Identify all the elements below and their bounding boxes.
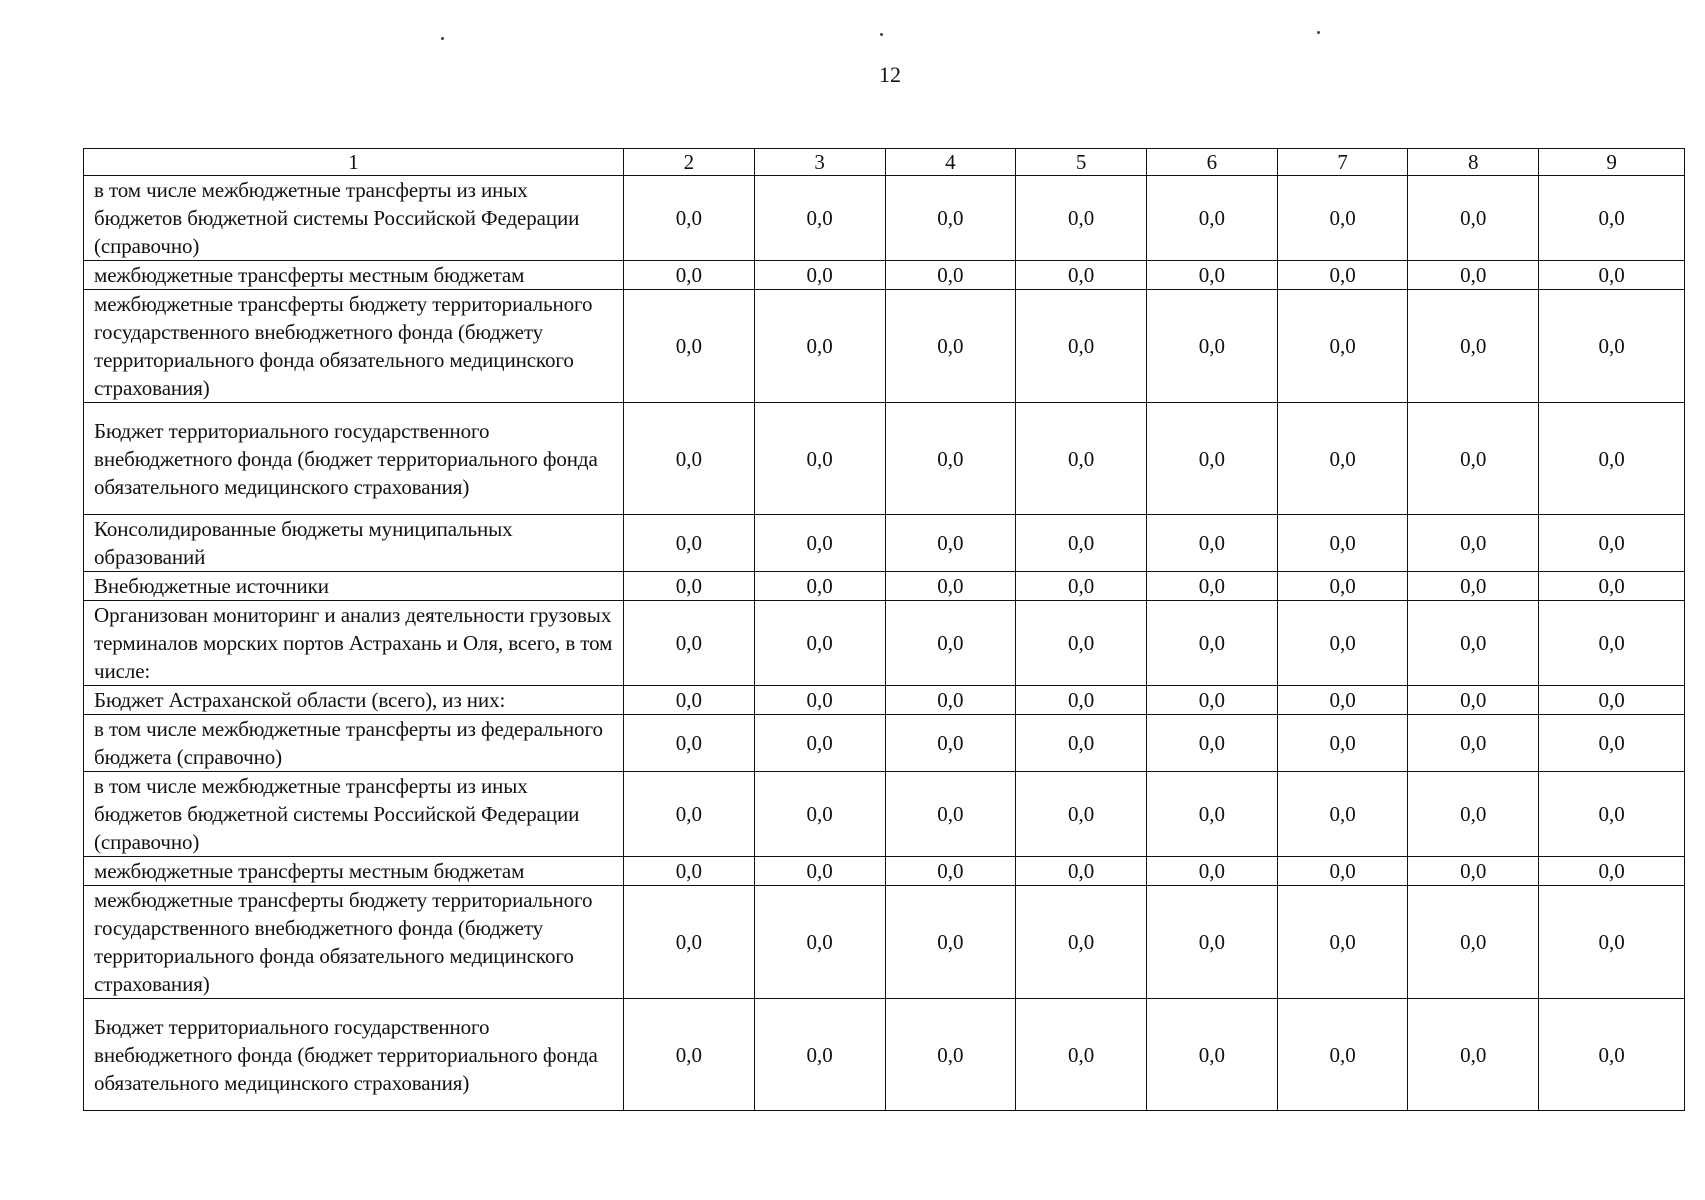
row-label: в том числе межбюджетные трансферты из иных бюджетов бюджетной системы Российской Федерации (справочно) — [84, 772, 624, 857]
table-cell: 0,0 — [754, 176, 885, 261]
table-cell: 0,0 — [624, 772, 755, 857]
table-cell: 0,0 — [1146, 403, 1277, 515]
table-cell: 0,0 — [1277, 515, 1408, 572]
table-cell: 0,0 — [1016, 686, 1147, 715]
table-cell: 0,0 — [754, 772, 885, 857]
table-cell: 0,0 — [754, 999, 885, 1111]
row-label: Бюджет Астраханской области (всего), из них: — [84, 686, 624, 715]
table-cell: 0,0 — [1408, 290, 1539, 403]
table-cell: 0,0 — [1016, 290, 1147, 403]
table-cell: 0,0 — [1146, 857, 1277, 886]
table-cell: 0,0 — [754, 686, 885, 715]
table-cell: 0,0 — [754, 290, 885, 403]
table-cell: 0,0 — [1277, 886, 1408, 999]
table-cell: 0,0 — [885, 715, 1016, 772]
table-cell: 0,0 — [624, 176, 755, 261]
column-header: 7 — [1277, 149, 1408, 176]
table-cell: 0,0 — [1146, 176, 1277, 261]
table-cell: 0,0 — [1016, 772, 1147, 857]
table-row — [84, 403, 1685, 515]
table-cell: 0,0 — [1016, 715, 1147, 772]
row-label: Организован мониторинг и анализ деятельности грузовых терминалов морских портов Астрахань и Оля, всего, в том числе: — [84, 601, 624, 686]
header-row — [84, 149, 1685, 176]
table-row — [84, 601, 1685, 686]
table-cell: 0,0 — [1408, 686, 1539, 715]
table-cell: 0,0 — [1539, 403, 1685, 515]
table-cell: 0,0 — [1146, 572, 1277, 601]
table-cell: 0,0 — [1146, 601, 1277, 686]
table-cell: 0,0 — [1277, 772, 1408, 857]
table-cell: 0,0 — [754, 886, 885, 999]
table-row — [84, 572, 1685, 601]
column-header: 5 — [1016, 149, 1147, 176]
table-cell: 0,0 — [1146, 715, 1277, 772]
table-cell: 0,0 — [1539, 261, 1685, 290]
table-cell: 0,0 — [1408, 261, 1539, 290]
table-cell: 0,0 — [1146, 686, 1277, 715]
table-cell: 0,0 — [1016, 601, 1147, 686]
table-cell: 0,0 — [1277, 857, 1408, 886]
table-cell: 0,0 — [624, 999, 755, 1111]
table-cell: 0,0 — [1539, 515, 1685, 572]
table-cell: 0,0 — [624, 572, 755, 601]
table-cell: 0,0 — [1539, 572, 1685, 601]
table-cell: 0,0 — [624, 886, 755, 999]
table-cell: 0,0 — [1277, 176, 1408, 261]
table-row — [84, 999, 1685, 1111]
budget-table — [83, 148, 1685, 1111]
table-cell: 0,0 — [1408, 715, 1539, 772]
table-cell: 0,0 — [624, 261, 755, 290]
table-cell: 0,0 — [1016, 261, 1147, 290]
table-cell: 0,0 — [1277, 572, 1408, 601]
table-cell: 0,0 — [885, 886, 1016, 999]
table-cell: 0,0 — [1016, 572, 1147, 601]
table-cell: 0,0 — [1146, 515, 1277, 572]
table-cell: 0,0 — [754, 515, 885, 572]
table-cell: 0,0 — [1016, 176, 1147, 261]
table-cell: 0,0 — [1277, 999, 1408, 1111]
row-label: в том числе межбюджетные трансферты из иных бюджетов бюджетной системы Российской Федерации (справочно) — [84, 176, 624, 261]
row-label: Бюджет территориального государственного внебюджетного фонда (бюджет территориального фонда обязательного медицинского страхования) — [84, 999, 624, 1111]
table-header — [84, 149, 1685, 176]
table-cell: 0,0 — [885, 261, 1016, 290]
table-cell: 0,0 — [885, 572, 1016, 601]
table-cell: 0,0 — [624, 290, 755, 403]
table-row — [84, 261, 1685, 290]
table-cell: 0,0 — [885, 686, 1016, 715]
row-label: Бюджет территориального государственного внебюджетного фонда (бюджет территориального фонда обязательного медицинского страхования) — [84, 403, 624, 515]
column-header: 9 — [1539, 149, 1685, 176]
table-cell: 0,0 — [1146, 772, 1277, 857]
table-cell: 0,0 — [1408, 999, 1539, 1111]
table-row — [84, 176, 1685, 261]
scan-speck — [880, 33, 883, 36]
table-cell: 0,0 — [1146, 290, 1277, 403]
row-label: межбюджетные трансферты местным бюджетам — [84, 261, 624, 290]
table-cell: 0,0 — [624, 601, 755, 686]
table-cell: 0,0 — [624, 686, 755, 715]
table-cell: 0,0 — [1408, 886, 1539, 999]
table-cell: 0,0 — [1539, 686, 1685, 715]
table-cell: 0,0 — [754, 715, 885, 772]
table-cell: 0,0 — [1539, 772, 1685, 857]
table-cell: 0,0 — [1016, 886, 1147, 999]
table-cell: 0,0 — [1539, 176, 1685, 261]
table-cell: 0,0 — [885, 999, 1016, 1111]
row-label: Внебюджетные источники — [84, 572, 624, 601]
table-cell: 0,0 — [624, 515, 755, 572]
table-cell: 0,0 — [1408, 176, 1539, 261]
table-row — [84, 772, 1685, 857]
table-cell: 0,0 — [1408, 857, 1539, 886]
page-number: 12 — [879, 62, 901, 87]
table-cell: 0,0 — [1277, 686, 1408, 715]
table-row — [84, 290, 1685, 403]
table-cell: 0,0 — [1277, 403, 1408, 515]
column-header: 2 — [624, 149, 755, 176]
table-cell: 0,0 — [1408, 601, 1539, 686]
table-cell: 0,0 — [885, 601, 1016, 686]
column-header: 1 — [84, 149, 624, 176]
row-label: Консолидированные бюджеты муниципальных образований — [84, 515, 624, 572]
table-cell: 0,0 — [1016, 857, 1147, 886]
table-cell: 0,0 — [1016, 515, 1147, 572]
table-cell: 0,0 — [885, 403, 1016, 515]
table-cell: 0,0 — [885, 290, 1016, 403]
scan-speck — [441, 37, 444, 40]
table-cell: 0,0 — [885, 515, 1016, 572]
table-cell: 0,0 — [1146, 886, 1277, 999]
table-cell: 0,0 — [1408, 772, 1539, 857]
table-cell: 0,0 — [1016, 999, 1147, 1111]
table-cell: 0,0 — [1277, 601, 1408, 686]
table-cell: 0,0 — [754, 403, 885, 515]
row-label: межбюджетные трансферты бюджету территориального государственного внебюджетного фонда (бюджету территориального фонда обязательного медицинского страхования) — [84, 886, 624, 999]
scan-speck — [1317, 31, 1320, 34]
table-cell: 0,0 — [1016, 403, 1147, 515]
table-cell: 0,0 — [624, 715, 755, 772]
column-header: 6 — [1146, 149, 1277, 176]
table-cell: 0,0 — [885, 857, 1016, 886]
table-body — [84, 176, 1685, 1111]
table-row — [84, 515, 1685, 572]
table-cell: 0,0 — [1539, 290, 1685, 403]
row-label: в том числе межбюджетные трансферты из федерального бюджета (справочно) — [84, 715, 624, 772]
table-cell: 0,0 — [1408, 403, 1539, 515]
table-cell: 0,0 — [1146, 999, 1277, 1111]
table-cell: 0,0 — [1146, 261, 1277, 290]
table-cell: 0,0 — [885, 176, 1016, 261]
table-cell: 0,0 — [624, 403, 755, 515]
table-cell: 0,0 — [754, 857, 885, 886]
table-cell: 0,0 — [1277, 715, 1408, 772]
table-cell: 0,0 — [1539, 857, 1685, 886]
table-cell: 0,0 — [885, 772, 1016, 857]
table-cell: 0,0 — [1539, 999, 1685, 1111]
table-cell: 0,0 — [754, 601, 885, 686]
column-header: 8 — [1408, 149, 1539, 176]
table-cell: 0,0 — [624, 857, 755, 886]
table-cell: 0,0 — [1277, 290, 1408, 403]
table-cell: 0,0 — [1539, 601, 1685, 686]
table-row — [84, 857, 1685, 886]
row-label: межбюджетные трансферты бюджету территориального государственного внебюджетного фонда (бюджету территориального фонда обязательного медицинского страхования) — [84, 290, 624, 403]
table-cell: 0,0 — [1539, 886, 1685, 999]
table-cell: 0,0 — [1277, 261, 1408, 290]
table-row — [84, 886, 1685, 999]
table-cell: 0,0 — [1539, 715, 1685, 772]
table-cell: 0,0 — [1408, 572, 1539, 601]
column-header: 3 — [754, 149, 885, 176]
table-cell: 0,0 — [754, 261, 885, 290]
table-row — [84, 686, 1685, 715]
table-row — [84, 715, 1685, 772]
row-label: межбюджетные трансферты местным бюджетам — [84, 857, 624, 886]
column-header: 4 — [885, 149, 1016, 176]
table-cell: 0,0 — [754, 572, 885, 601]
table-cell: 0,0 — [1408, 515, 1539, 572]
